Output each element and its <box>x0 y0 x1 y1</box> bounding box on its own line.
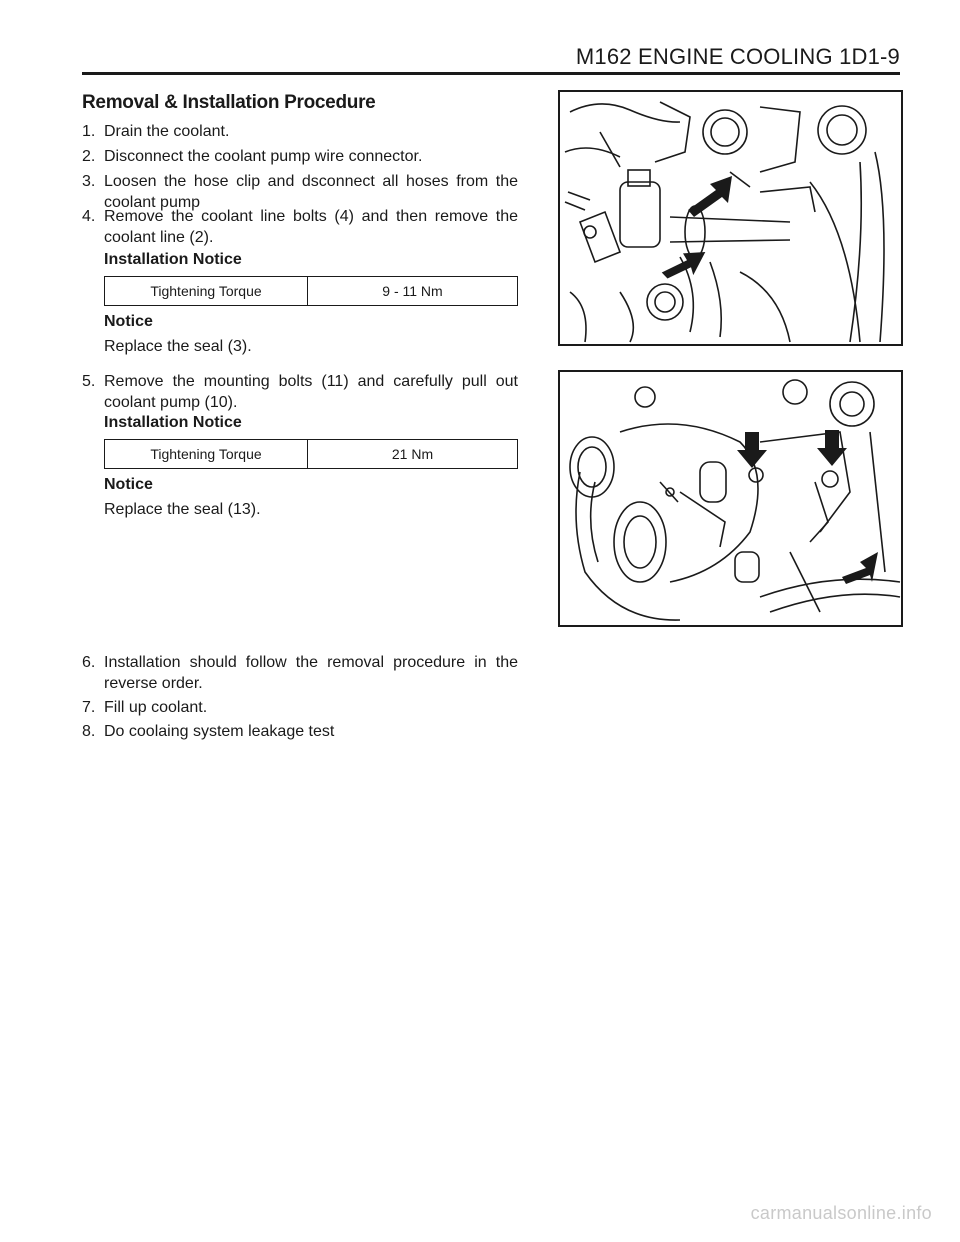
torque-table <box>104 276 518 306</box>
step-1 <box>82 121 518 142</box>
step-text: Fill up coolant. <box>104 699 208 716</box>
step-number: 2. <box>82 148 96 165</box>
notice-text: Replace the seal (13). <box>104 501 261 518</box>
step-text: Remove the coolant line bolts (4) and then remove the coolant line (2). <box>104 208 518 246</box>
step-2 <box>82 146 518 167</box>
torque-table <box>104 439 518 469</box>
step-text: Drain the coolant. <box>104 123 230 140</box>
step-4 <box>82 206 518 248</box>
step-number: 6. <box>82 654 96 671</box>
step-number: 4. <box>82 208 96 225</box>
notice-heading: Notice <box>104 313 153 330</box>
installation-notice-heading: Installation Notice <box>104 251 242 268</box>
header-divider <box>82 72 900 75</box>
step-7 <box>82 697 518 718</box>
step-number: 8. <box>82 723 96 740</box>
step-text: Disconnect the coolant pump wire connector. <box>104 148 423 165</box>
torque-label: Tightening Torque <box>105 440 308 468</box>
engine-illustration-coolant-line <box>558 90 903 346</box>
section-title: Removal & Installation Procedure <box>82 92 376 113</box>
notice-text: Replace the seal (3). <box>104 338 252 355</box>
step-text: Do coolaing system leakage test <box>104 723 335 740</box>
page-header-title: M162 ENGINE COOLING 1D1-9 <box>575 44 900 69</box>
step-text: Remove the mounting bolts (11) and carefully pull out coolant pump (10). <box>104 373 518 411</box>
engine-illustration-coolant-pump <box>558 370 903 627</box>
torque-label: Tightening Torque <box>105 277 308 305</box>
step-number: 1. <box>82 123 96 140</box>
step-6 <box>82 652 518 694</box>
step-5 <box>82 371 518 413</box>
step-number: 7. <box>82 699 96 716</box>
watermark-footer: carmanualsonline.info <box>750 1203 932 1223</box>
step-8 <box>82 721 518 742</box>
step-number: 5. <box>82 373 96 390</box>
torque-value: 21 Nm <box>391 446 434 462</box>
torque-value: 9 - 11 Nm <box>382 283 443 299</box>
notice-heading: Notice <box>104 476 153 493</box>
installation-notice-heading: Installation Notice <box>104 414 242 431</box>
step-text: Installation should follow the removal procedure in the reverse order. <box>104 654 518 692</box>
step-text: Loosen the hose clip and dsconnect all hoses from the coolant pump <box>104 173 518 211</box>
step-number: 3. <box>82 173 96 190</box>
